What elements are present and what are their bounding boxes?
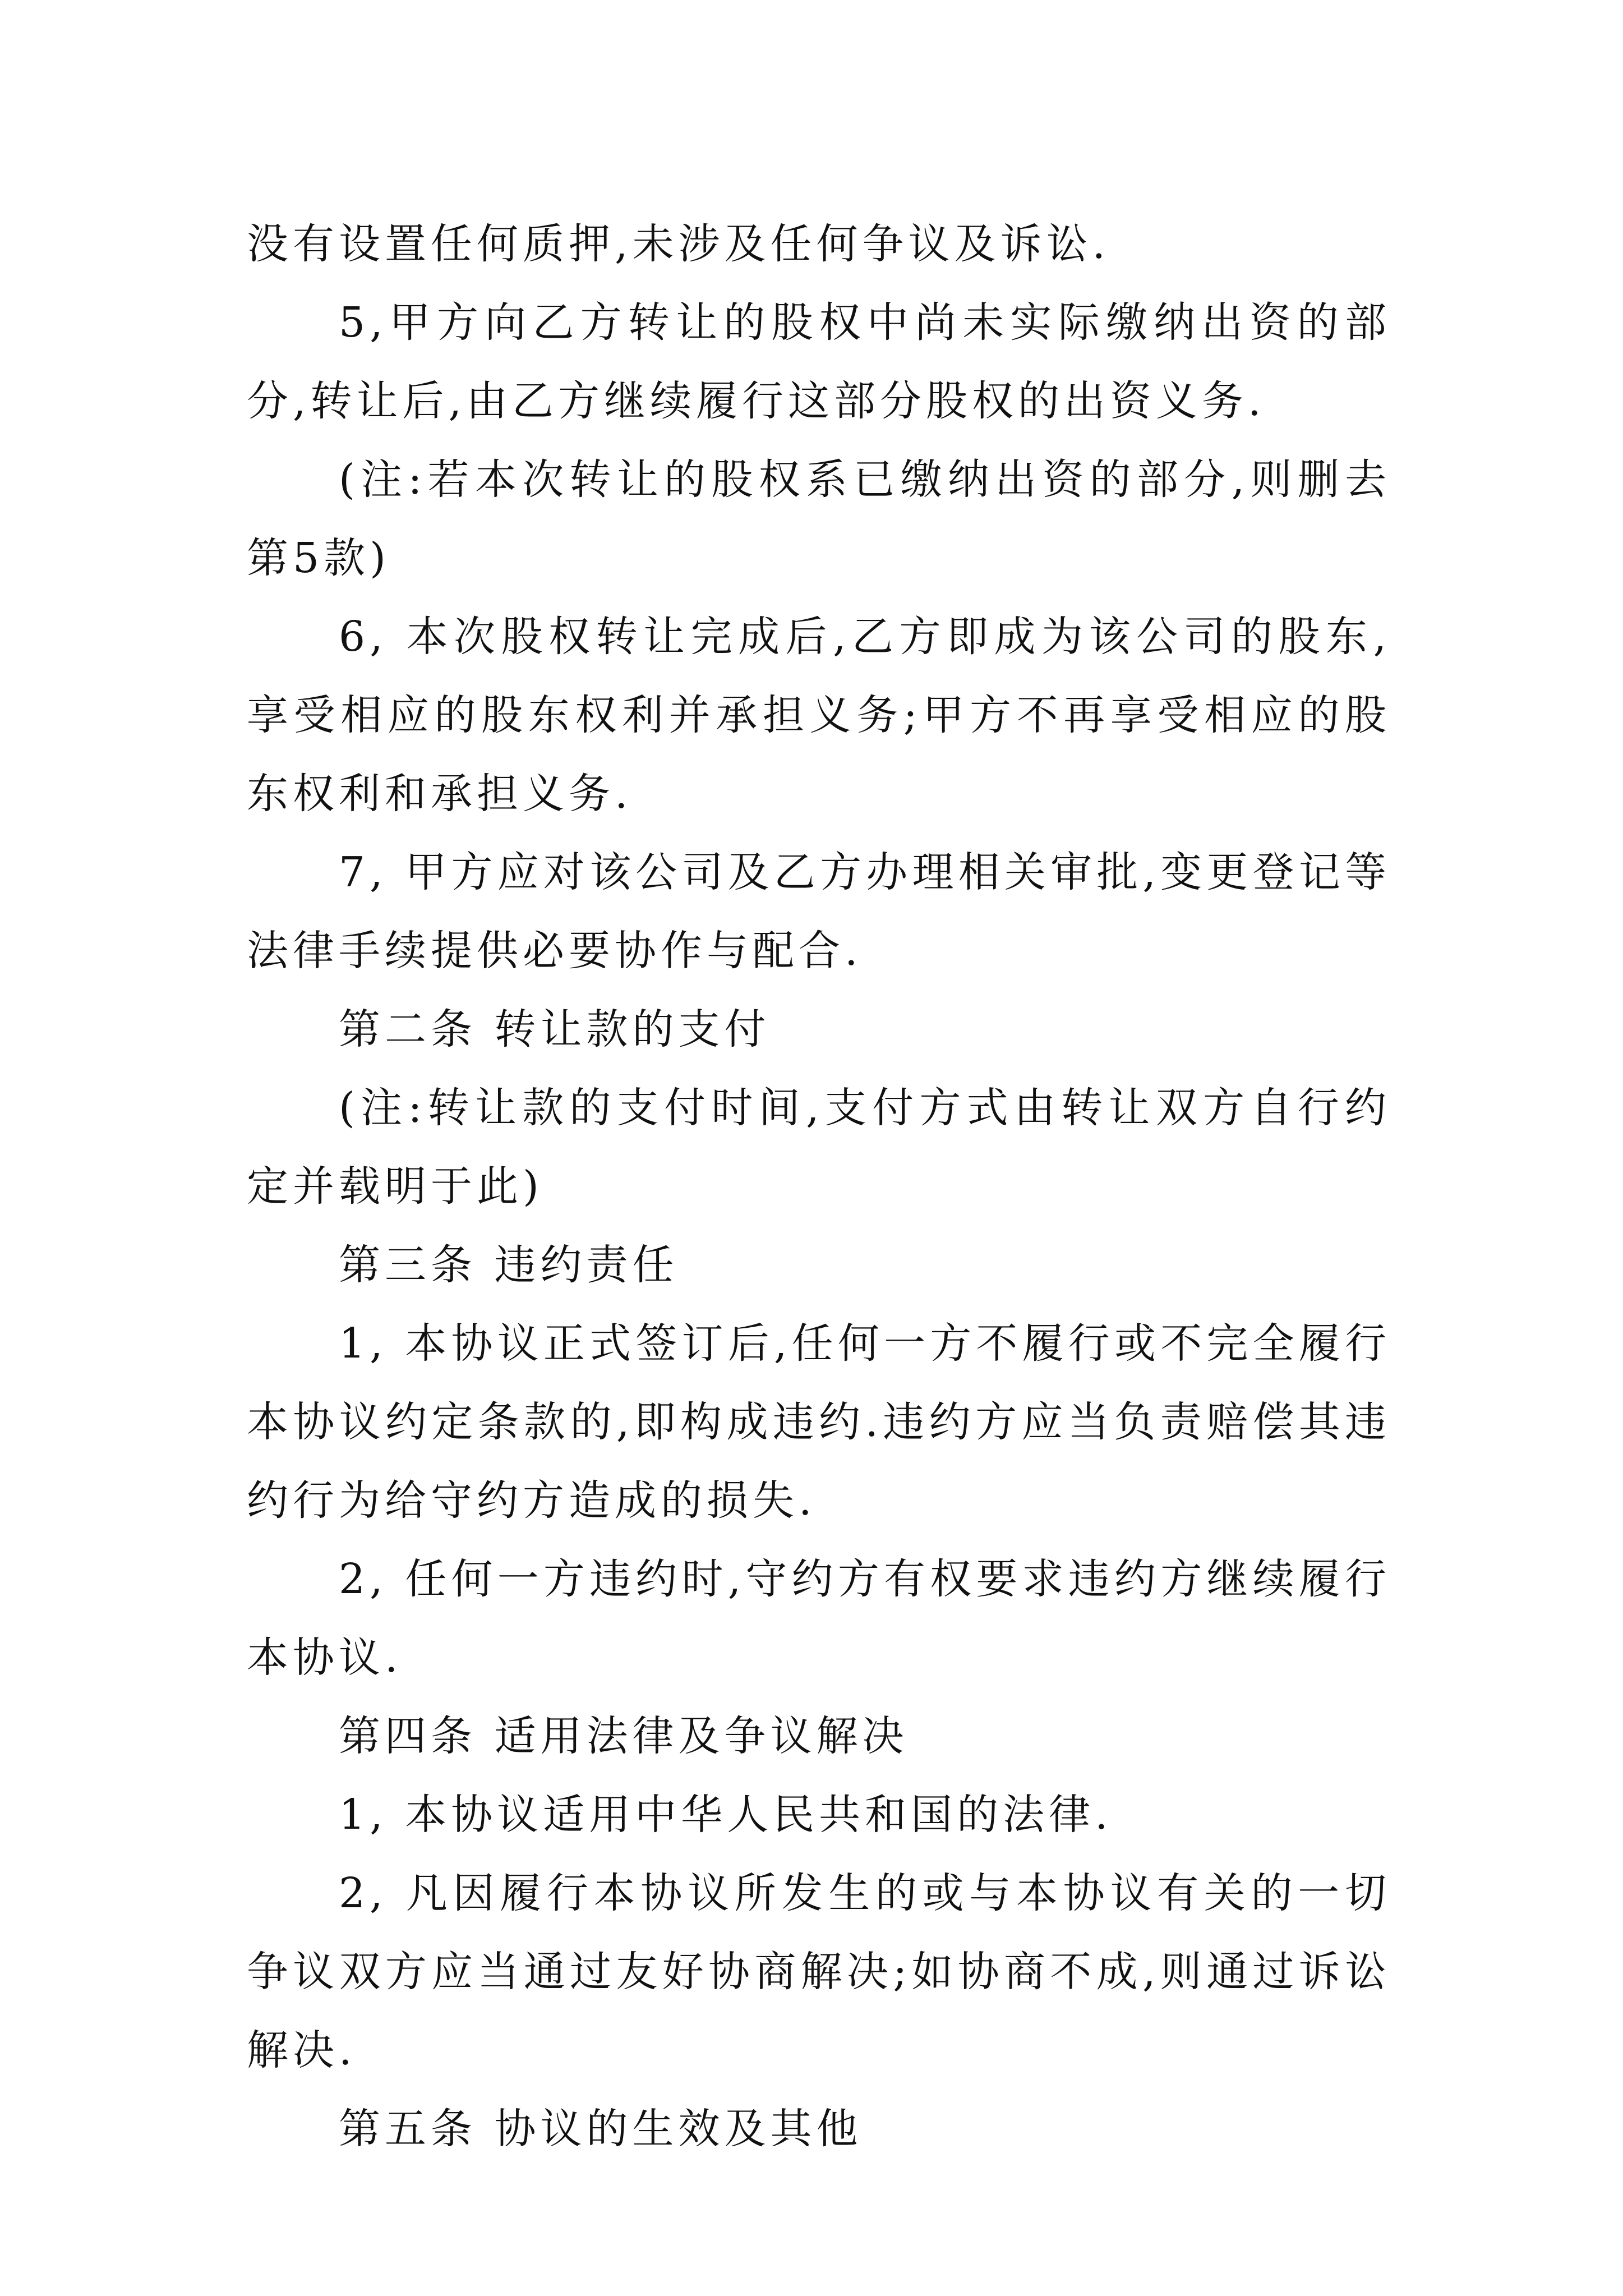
article-4-clause-2: 2, 凡因履行本协议所发生的或与本协议有关的一切争议双方应当通过友好协商解决;如协商不成,则通过诉讼解决. [247,1869,1391,2074]
paragraph-continuation: 没有设置任何质押,未涉及任何争议及诉讼. [247,220,1110,268]
article-3-clause-2: 2, 任何一方违约时,守约方有权要求违约方继续履行本协议. [247,1555,1391,1682]
article-4-heading: 第四条 适用法律及争议解决 [339,1712,909,1760]
article-5-heading: 第五条 协议的生效及其他 [339,2105,863,2153]
article-2-heading: 第二条 转让款的支付 [339,1005,771,1053]
article-3-heading: 第三条 违约责任 [339,1241,679,1289]
clause-7: 7, 甲方应对该公司及乙方办理相关审批,变更登记等法律手续提供必要协作与配合. [247,848,1391,975]
clause-5: 5,甲方向乙方转让的股权中尚未实际缴纳出资的部分,转让后,由乙方继续履行这部分股权的出资义务. [247,298,1391,425]
clause-6: 6, 本次股权转让完成后,乙方即成为该公司的股东,享受相应的股东权利并承担义务;甲方不再享受相应的股东权利和承担义务. [247,613,1391,818]
article-3-clause-1: 1, 本协议正式签订后,任何一方不履行或不完全履行本协议约定条款的,即构成违约.违约方应当负责赔偿其违约行为给守约方造成的损失. [247,1319,1391,1525]
note-clause-5: (注:若本次转让的股权系已缴纳出资的部分,则删去第5款) [247,455,1391,582]
document-body [247,205,1391,2168]
article-4-clause-1: 1, 本协议适用中华人民共和国的法律. [339,1791,1113,1839]
note-payment: (注:转让款的支付时间,支付方式由转让双方自行约定并载明于此) [247,1084,1391,1211]
